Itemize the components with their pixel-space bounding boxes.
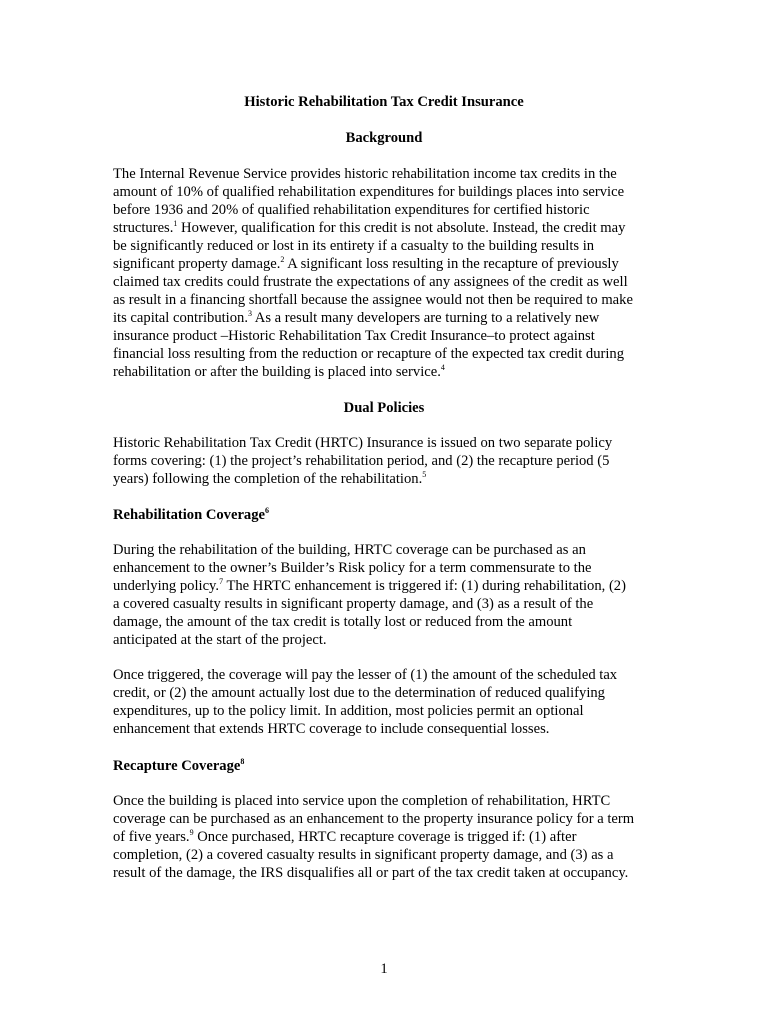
text-line — [113, 434, 653, 452]
footnote-ref: 6 — [265, 506, 270, 515]
rehabilitation-coverage-heading — [113, 506, 269, 524]
text-line — [113, 541, 653, 559]
line-text: The Internal Revenue Service provides historic rehabilitation income tax credits in the — [113, 166, 617, 182]
rehabilitation-paragraph-1 — [113, 541, 653, 649]
footnote-ref: 3 — [247, 309, 252, 318]
dual-policies-heading: Dual Policies — [343, 400, 425, 416]
text-line — [113, 810, 653, 828]
text-line — [113, 684, 653, 702]
line-text-tail: Once purchased, HRTC recapture coverage is trigged if: (1) after — [193, 829, 577, 845]
line-text: coverage can be purchased as an enhancement to the property insurance policy for a term — [113, 811, 635, 827]
line-text: anticipated at the start of the project. — [113, 632, 327, 648]
line-text: be significantly reduced or lost in its entirety if a casualty to the building results in — [113, 238, 595, 254]
text-line — [113, 363, 653, 381]
line-text: significant property damage. — [113, 256, 281, 272]
footnote-ref: 1 — [173, 219, 178, 228]
footnote-ref: 4 — [440, 363, 445, 372]
line-text: Once triggered, the coverage will pay the lesser of (1) the amount of the scheduled tax — [113, 667, 618, 683]
background-heading: Background — [345, 130, 423, 146]
line-text: Historic Rehabilitation Tax Credit (HRTC) Insurance is issued on two separate policy — [113, 435, 613, 451]
footnote-ref: 9 — [189, 828, 194, 837]
text-line — [113, 291, 653, 309]
text-line — [113, 828, 653, 846]
text-line — [113, 309, 653, 327]
text-line — [113, 327, 653, 345]
text-line — [113, 702, 653, 720]
line-text: claimed tax credits could frustrate the expectations of any assignees of the credit as well — [113, 274, 628, 290]
line-text: underlying policy. — [113, 578, 220, 594]
background-paragraph — [113, 165, 653, 381]
line-text: Once the building is placed into service upon the completion of rehabilitation, HRTC — [113, 793, 611, 809]
recapture-paragraph — [113, 792, 653, 882]
line-text: enhancement that extends HRTC coverage to include consequential losses. — [113, 721, 550, 737]
line-text: rehabilitation or after the building is placed into service. — [113, 364, 441, 380]
page-number: 1 — [380, 961, 388, 977]
line-text: enhancement to the owner’s Builder’s Risk policy for a term commensurate to the — [113, 560, 592, 576]
line-text: a covered casualty results in significant property damage, and (3) as a result of the — [113, 596, 594, 612]
line-text: insurance product –Historic Rehabilitation Tax Credit Insurance–to protect against — [113, 328, 595, 344]
line-text: as result in a financing shortfall because the assignee would not then be required to make — [113, 292, 633, 308]
line-text: its capital contribution. — [113, 310, 248, 326]
text-line — [113, 452, 653, 470]
line-text: of five years. — [113, 829, 190, 845]
line-text: expenditures, up to the policy limit. In addition, most policies permit an optional — [113, 703, 584, 719]
text-line — [113, 792, 653, 810]
text-line — [113, 201, 653, 219]
line-text: structures. — [113, 220, 174, 236]
text-line — [113, 613, 653, 631]
dual-policies-paragraph — [113, 434, 653, 488]
text-line — [113, 219, 653, 237]
footnote-ref: 2 — [280, 255, 285, 264]
text-line — [113, 720, 653, 738]
line-text-tail: A significant loss resulting in the recapture of previously — [284, 256, 619, 272]
recapture-coverage-heading-text: Recapture Coverage — [113, 758, 241, 774]
recapture-coverage-heading — [113, 757, 244, 775]
footnote-ref: 7 — [219, 577, 224, 586]
line-text-tail: The HRTC enhancement is triggered if: (1) during rehabilitation, (2) — [223, 578, 626, 594]
text-line — [113, 255, 653, 273]
footnote-ref: 8 — [240, 757, 245, 766]
text-line — [113, 577, 653, 595]
text-line — [113, 559, 653, 577]
rehabilitation-paragraph-2 — [113, 666, 653, 738]
rehabilitation-coverage-heading-text: Rehabilitation Coverage — [113, 507, 266, 523]
line-text: years) following the completion of the rehabilitation. — [113, 471, 423, 487]
text-line — [113, 666, 653, 684]
line-text: completion, (2) a covered casualty results in significant property damage, and (3) as a — [113, 847, 614, 863]
text-line — [113, 345, 653, 363]
text-line — [113, 846, 653, 864]
text-line — [113, 595, 653, 613]
line-text: before 1936 and 20% of qualified rehabilitation expenditures for certified historic — [113, 202, 590, 218]
line-text: credit, or (2) the amount actually lost due to the determination of reduced qualifying — [113, 685, 605, 701]
line-text: forms covering: (1) the project’s rehabilitation period, and (2) the recapture period (5 — [113, 453, 610, 469]
footnote-ref: 5 — [422, 470, 427, 479]
line-text: amount of 10% of qualified rehabilitation expenditures for buildings places into service — [113, 184, 625, 200]
line-text: During the rehabilitation of the building, HRTC coverage can be purchased as an — [113, 542, 586, 558]
line-text-tail: However, qualification for this credit is not absolute. Instead, the credit may — [177, 220, 626, 236]
line-text: financial loss resulting from the reduction or recapture of the expected tax credit during — [113, 346, 624, 362]
text-line — [113, 237, 653, 255]
text-line — [113, 165, 653, 183]
line-text: damage, the amount of the tax credit is totally lost or reduced from the amount — [113, 614, 573, 630]
text-line — [113, 470, 653, 488]
text-line — [113, 273, 653, 291]
text-line — [113, 864, 653, 882]
text-line — [113, 183, 653, 201]
line-text-tail: As a result many developers are turning to a relatively new — [251, 310, 600, 326]
document-title: Historic Rehabilitation Tax Credit Insurance — [244, 94, 524, 110]
line-text: result of the damage, the IRS disqualifies all or part of the tax credit taken at occupancy. — [113, 865, 629, 881]
text-line — [113, 631, 653, 649]
